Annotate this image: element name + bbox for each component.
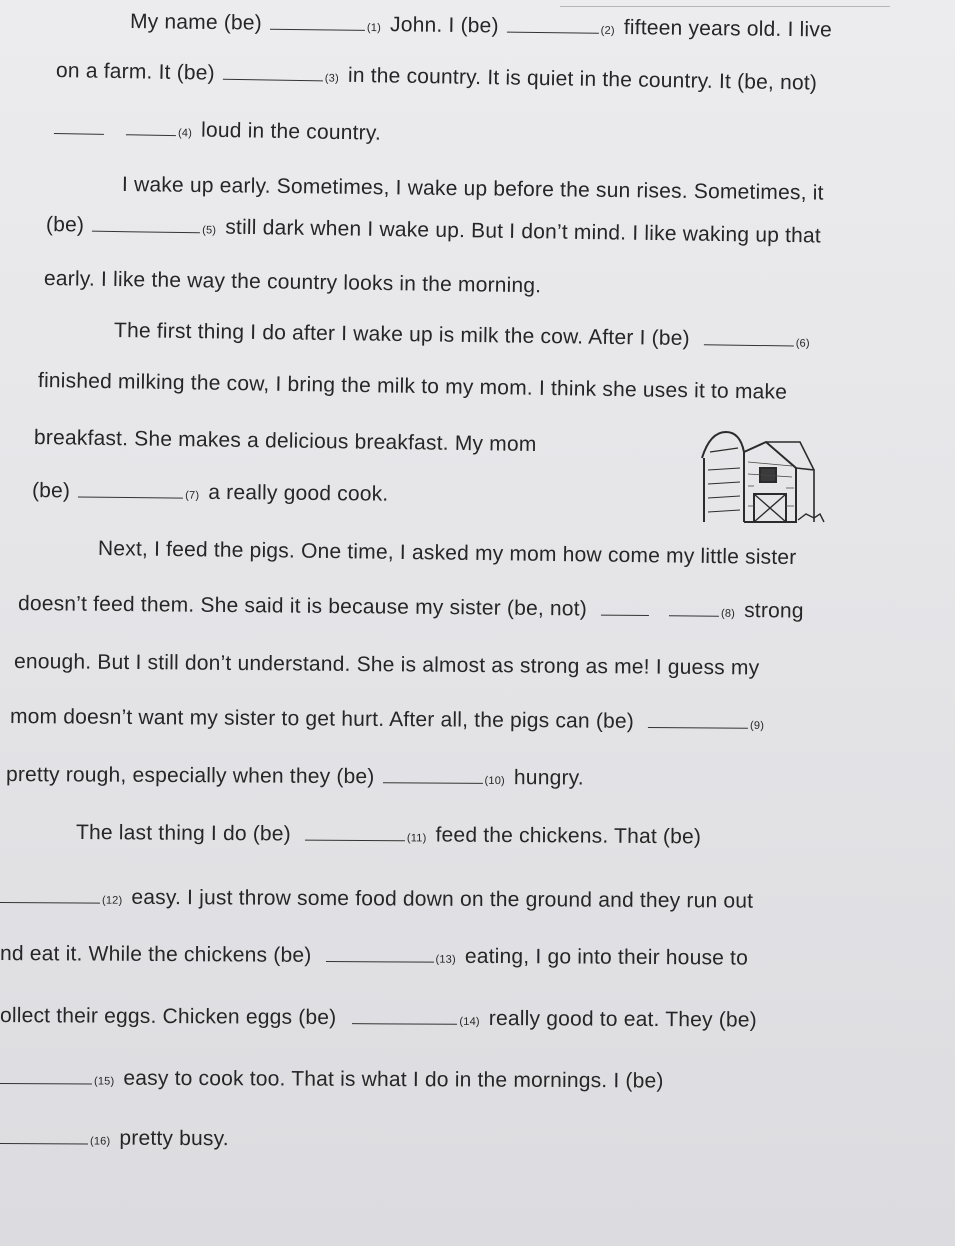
text: feed the chickens. That (be) xyxy=(435,823,702,849)
answer-blank-10[interactable] xyxy=(383,768,483,784)
text: easy. I just throw some food down on the ground and they run out xyxy=(131,885,754,913)
barn-icon xyxy=(696,422,826,532)
text: Next, I feed the pigs. One time, I asked my mom how come my little sister xyxy=(97,537,797,570)
line-7 xyxy=(114,318,813,357)
text: fifteen years old. I live xyxy=(623,16,833,42)
text: breakfast. She makes a delicious breakfast. My mom xyxy=(33,426,537,457)
line-17 xyxy=(0,884,753,918)
answer-blank-14[interactable] xyxy=(352,1009,457,1025)
answer-blank-1[interactable] xyxy=(270,15,365,31)
answer-blank-2[interactable] xyxy=(507,18,599,34)
line-1 xyxy=(130,9,832,47)
question-number: (11) xyxy=(406,832,427,845)
text: (be) xyxy=(31,479,71,503)
answer-blank-3[interactable] xyxy=(223,65,323,82)
answer-blank-12[interactable] xyxy=(0,888,100,904)
line-13 xyxy=(14,649,760,682)
text: pretty busy. xyxy=(119,1126,229,1151)
question-number: (16) xyxy=(89,1135,111,1148)
answer-blank-5[interactable] xyxy=(92,217,200,234)
line-5 xyxy=(46,212,821,252)
line-14 xyxy=(10,704,767,739)
text: hungry. xyxy=(513,766,584,790)
text: finished milking the cow, I bring the milk to my mom. I think she uses it to make xyxy=(37,369,788,404)
question-number: (4) xyxy=(177,127,193,140)
top-rule xyxy=(560,6,890,7)
answer-blank-6[interactable] xyxy=(704,330,794,346)
line-15 xyxy=(6,762,584,795)
question-number: (5) xyxy=(202,224,217,237)
answer-blank-7[interactable] xyxy=(78,482,183,498)
text: really good to eat. They (be) xyxy=(488,1006,757,1032)
answer-blank-9[interactable] xyxy=(648,713,748,729)
line-2 xyxy=(56,58,818,100)
question-number: (2) xyxy=(600,24,615,37)
text: The last thing I do (be) xyxy=(75,821,292,846)
text: I wake up early. Sometimes, I wake up before the sun rises. Sometimes, it xyxy=(121,173,824,205)
answer-blank-16[interactable] xyxy=(0,1129,88,1144)
text: a really good cook. xyxy=(208,480,389,506)
line-10 xyxy=(32,478,389,511)
question-number: (9) xyxy=(750,719,765,732)
line-18 xyxy=(0,941,748,975)
text: My name (be) xyxy=(129,10,263,35)
question-number: (1) xyxy=(366,21,382,35)
answer-blank-15[interactable] xyxy=(0,1069,92,1084)
line-11 xyxy=(98,536,797,571)
text: still dark when I wake up. But I don’t mind. I like waking up that xyxy=(225,215,822,248)
line-6 xyxy=(44,266,542,299)
question-number: (12) xyxy=(101,894,123,907)
line-16 xyxy=(76,820,701,853)
text: easy to cook too. That is what I do in the mornings. I (be) xyxy=(123,1066,664,1093)
line-19 xyxy=(0,1003,757,1037)
line-21 xyxy=(0,1125,229,1155)
text: on a farm. It (be) xyxy=(55,59,216,85)
text: in the country. It is quiet in the country. It (be, not) xyxy=(347,63,818,95)
text: strong xyxy=(744,598,804,623)
answer-blank-8b[interactable] xyxy=(669,601,719,616)
question-number: (8) xyxy=(720,607,736,620)
question-number: (10) xyxy=(484,774,505,788)
text: pretty rough, especially when they (be) xyxy=(5,763,375,789)
line-12 xyxy=(18,591,804,628)
text: ollect their eggs. Chicken eggs (be) xyxy=(0,1004,337,1030)
answer-blank-11[interactable] xyxy=(305,826,405,842)
text: doesn’t feed them. She said it is because my sister (be, not) xyxy=(17,592,588,621)
question-number: (3) xyxy=(324,72,339,85)
text: John. I (be) xyxy=(389,13,499,38)
text: nd eat it. While the chickens (be) xyxy=(0,942,312,967)
answer-blank-4b[interactable] xyxy=(126,120,176,136)
text: mom doesn’t want my sister to get hurt. After all, the pigs can (be) xyxy=(9,705,635,733)
text: enough. But I still don’t understand. She is almost as strong as me! I guess my xyxy=(13,650,760,680)
line-20 xyxy=(0,1065,664,1097)
line-4 xyxy=(122,172,824,207)
text: loud in the country. xyxy=(200,118,382,145)
question-number: (7) xyxy=(185,489,200,502)
text: early. I like the way the country looks in the morning. xyxy=(43,267,542,298)
question-number: (6) xyxy=(795,337,810,350)
answer-blank-8a[interactable] xyxy=(601,601,649,616)
question-number: (14) xyxy=(459,1015,480,1028)
line-3 xyxy=(52,115,381,150)
answer-blank-4a[interactable] xyxy=(54,119,104,135)
line-9 xyxy=(34,425,537,458)
question-number: (13) xyxy=(435,953,456,966)
text: eating, I go into their house to xyxy=(464,944,749,970)
text: The first thing I do after I wake up is milk the cow. After I (be) xyxy=(113,319,690,351)
line-8 xyxy=(38,368,787,406)
answer-blank-13[interactable] xyxy=(325,947,433,963)
text: (be) xyxy=(45,213,85,237)
question-number: (15) xyxy=(93,1075,115,1088)
